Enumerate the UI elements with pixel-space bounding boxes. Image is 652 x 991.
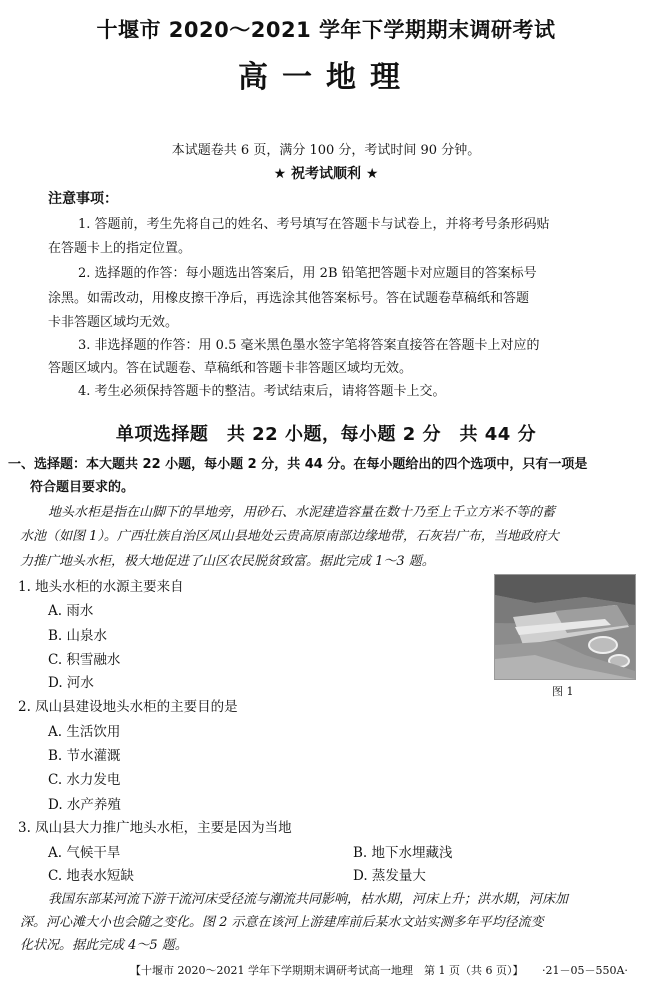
option-3a: A. 气候干旱 bbox=[48, 845, 121, 861]
option-2a: A. 生活饮用 bbox=[48, 724, 121, 740]
note-line: 答题区域内。答在试题卷、草稿纸和答题卡非答题区域均无效。 bbox=[48, 361, 413, 376]
page-footer: 【十堰市 2020～2021 学年下学期期末调研考试高一地理 第 1 页（共 6 页）】 bbox=[130, 964, 524, 977]
note-line: 1. 答题前，考生先将自己的姓名、考号填写在答题卡与试卷上，并将考号条形码贴 bbox=[78, 217, 550, 232]
passage-line: 深。河心滩大小也会随之变化。图 2 示意在该河上游建库前后某水文站实测多年平均径流变 bbox=[20, 915, 544, 930]
exam-title: 十堰市 2020～2021 学年下学期期末调研考试 bbox=[96, 18, 556, 42]
figure-1-photo bbox=[494, 574, 636, 680]
note-line: 卡非答题区域均无效。 bbox=[48, 315, 179, 330]
subject-title: 高一地理 bbox=[238, 60, 414, 95]
option-1b: B. 山泉水 bbox=[48, 628, 108, 644]
option-1d: D. 河水 bbox=[48, 675, 94, 691]
section-instruction: 一、选择题：本大题共 22 小题，每小题 2 分，共 44 分。在每小题给出的四个选项中，只有一项是 bbox=[8, 457, 588, 472]
good-luck-line: ★ 祝考试顺利 ★ bbox=[273, 166, 379, 182]
option-2d: D. 水产养殖 bbox=[48, 797, 121, 813]
note-line: 4. 考生必须保持答题卡的整洁。考试结束后，请将答题卡上交。 bbox=[78, 384, 446, 399]
passage-line: 力推广地头水柜，极大地促进了山区农民脱贫致富。据此完成 1～3 题。 bbox=[20, 554, 435, 569]
question-2: 2. 凤山县建设地头水柜的主要目的是 bbox=[18, 699, 238, 715]
option-1c: C. 积雪融水 bbox=[48, 652, 121, 668]
figure-1-caption: 图 1 bbox=[552, 685, 574, 698]
passage-line: 我国东部某河流下游干流河床受径流与潮流共同影响，枯水期，河床上升；洪水期，河床加 bbox=[48, 892, 569, 907]
option-3b: B. 地下水埋藏浅 bbox=[353, 845, 453, 861]
option-2c: C. 水力发电 bbox=[48, 772, 121, 788]
note-line: 3. 非选择题的作答：用 0.5 毫米黑色墨水签字笔将答案直接答在答题卡上对应的 bbox=[78, 338, 540, 353]
passage-line: 水池（如图 1）。广西壮族自治区凤山县地处云贵高原南部边缘地带，石灰岩广布，当地政府大 bbox=[20, 529, 559, 544]
note-line: 涂黑。如需改动，用橡皮擦干净后，再选涂其他答案标号。答在试题卷草稿纸和答题 bbox=[48, 291, 530, 306]
option-2b: B. 节水灌溉 bbox=[48, 748, 121, 764]
option-3c: C. 地表水短缺 bbox=[48, 868, 134, 884]
section-title: 单项选择题 共 22 小题，每小题 2 分 共 44 分 bbox=[115, 424, 537, 445]
option-3d: D. 蒸发量大 bbox=[353, 868, 426, 884]
notes-heading: 注意事项： bbox=[48, 191, 118, 207]
passage-line: 地头水柜是指在山脚下的旱地旁，用砂石、水泥建造容量在数十乃至上千立方米不等的蓄 bbox=[48, 505, 556, 520]
paper-code: ·21－05－550A· bbox=[542, 964, 628, 977]
note-line: 2. 选择题的作答：每小题选出答案后，用 2B 铅笔把答题卡对应题目的答案标号 bbox=[78, 266, 537, 281]
question-3: 3. 凤山县大力推广地头水柜，主要是因为当地 bbox=[18, 820, 292, 836]
passage-line: 化状况。据此完成 4～5 题。 bbox=[20, 938, 188, 953]
question-1: 1. 地头水柜的水源主要来自 bbox=[18, 579, 184, 595]
option-1a: A. 雨水 bbox=[48, 603, 94, 619]
note-line: 在答题卡上的指定位置。 bbox=[48, 241, 192, 256]
exam-info: 本试题卷共 6 页，满分 100 分，考试时间 90 分钟。 bbox=[171, 143, 481, 158]
section-instruction: 符合题目要求的。 bbox=[30, 480, 135, 495]
